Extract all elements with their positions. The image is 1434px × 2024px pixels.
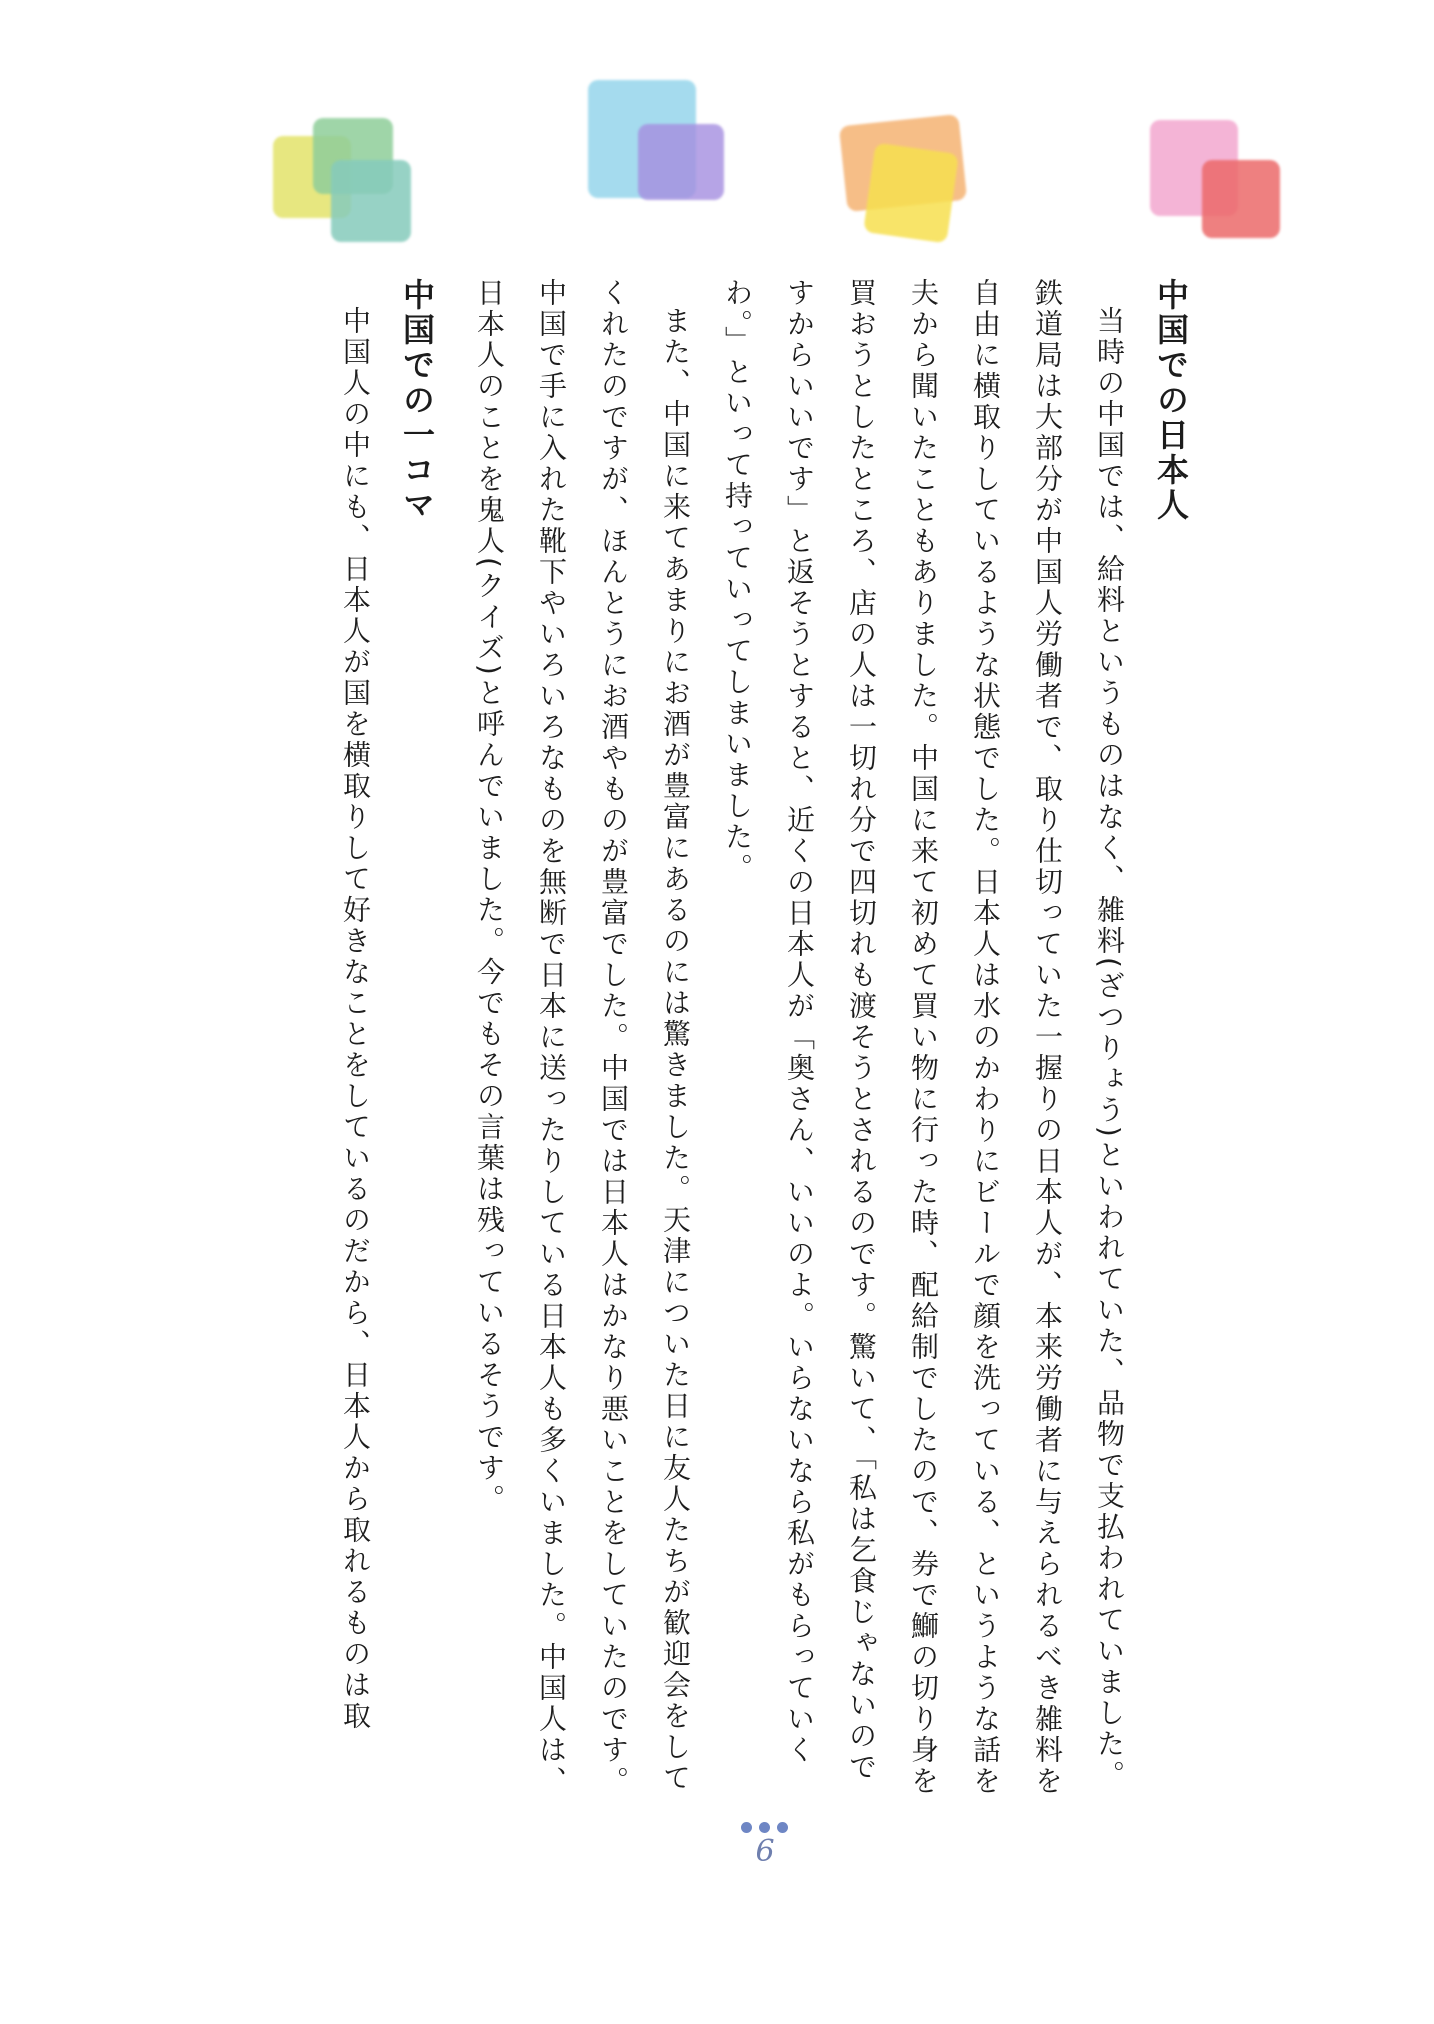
- paragraph-alcohol-abundance: また、中国に来てあまりにお酒が豊富にあるのには驚きました。天津についた日に友人たちが歓迎会をしてくれたのですが、ほんとうにお酒やものが豊富でした。中国では日本人はかなり悪いことをしていたのです。中国で手に入れた靴下やいろいろなものを無断で日本に送ったりしている日本人も多くいました。中国人は、日本人のことを鬼人(クイズ)と呼んでいました。今でもその言葉は残っているそうです。: [473, 278, 692, 1797]
- paragraph-chinese-people: 中国人の中にも、日本人が国を横取りして好きなことをしているのだから、日本人から取れるものは取: [339, 306, 372, 1732]
- watercolor-blot-teal: [331, 160, 411, 242]
- watercolor-blot-gold: [863, 143, 959, 244]
- watercolor-blot-red: [1202, 160, 1280, 238]
- watercolor-decoration-blue-purple: [588, 80, 728, 205]
- ornament-dot: [777, 1822, 788, 1833]
- section-heading-japanese-in-china: 中国での日本人: [1152, 278, 1190, 523]
- ornament-dot: [759, 1822, 770, 1833]
- section-heading-scene-in-china: 中国での一コマ: [398, 278, 436, 523]
- watercolor-decoration-yellow-green: [273, 118, 413, 243]
- paragraph-salary-and-rations: 当時の中国では、給料というものはなく、雑料(ざつりょう)といわれていた、品物で支払われていました。鉄道局は大部分が中国人労働者で、取り仕切っていた一握りの日本人が、本来労働者に与えられるべき雑料を自由に横取りしているような状態でした。日本人は水のかわりにビールで顔を洗っている、というような話を夫から聞いたこともありました。中国に来て初めて買い物に行った時、配給制でしたので、券で鰤の切り身を買おうとしたところ、店の人は一切れ分で四切れも渡そうとされるのです。驚いて、「私は乞食じゃないのですからいいです」と返そうとすると、近くの日本人が「奥さん、いいのよ。いらないなら私がもらっていくわ。」といって持っていってしまいました。: [721, 278, 1126, 1797]
- section-spacer: [448, 278, 458, 279]
- page-number: 6: [755, 1834, 775, 1869]
- watercolor-decoration-orange-yellow: [835, 118, 975, 243]
- ornament-dot: [741, 1822, 752, 1833]
- vertical-text-body: [324, 278, 1202, 1798]
- watercolor-decoration-pink-red: [1150, 118, 1290, 243]
- page-number-dots-ornament: [735, 1822, 795, 1834]
- watercolor-blot-lavender: [638, 124, 724, 200]
